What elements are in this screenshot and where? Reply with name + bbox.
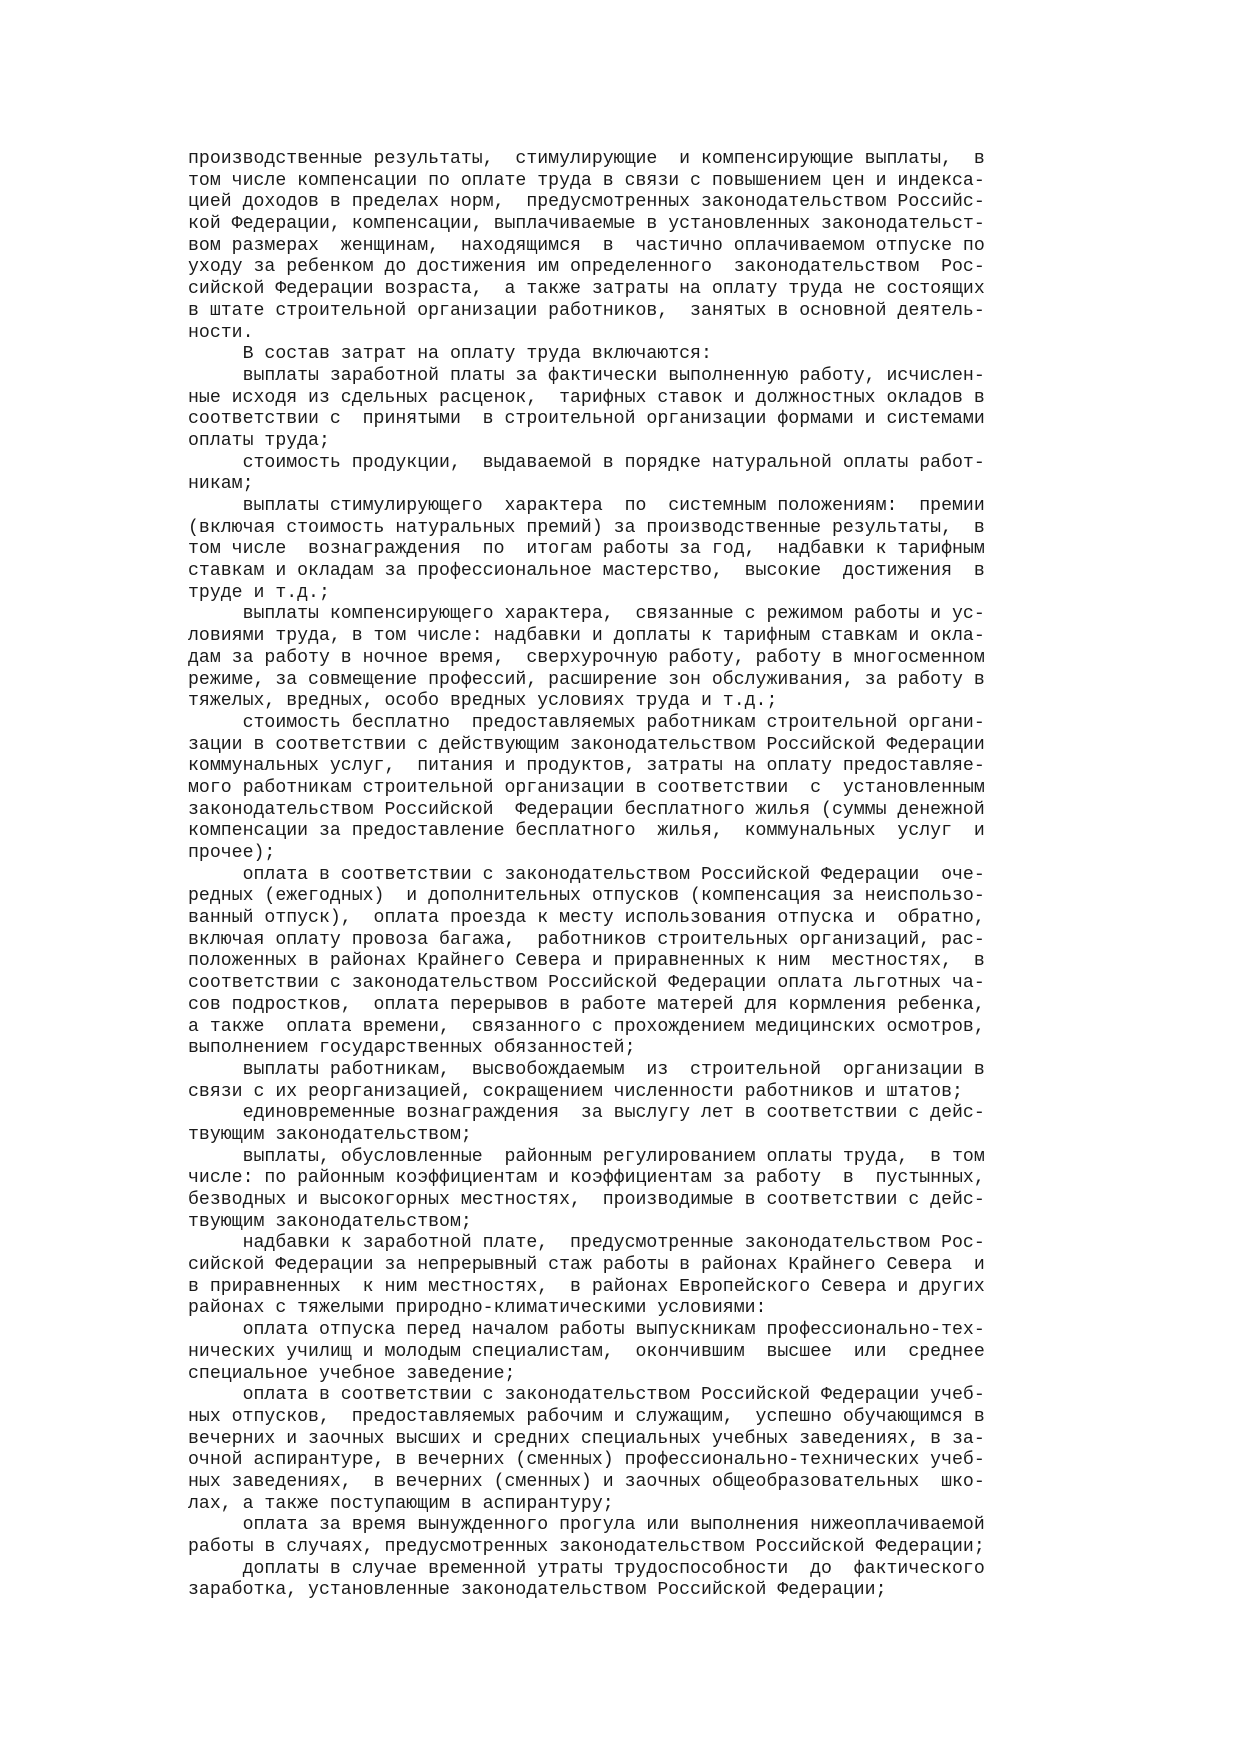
text-line: вом размерах женщинам, находящимся в частично оплачиваемом отпуске по bbox=[188, 235, 985, 256]
text-line: безводных и высокогорных местностях, производимые в соответствии с дейс- bbox=[188, 1190, 985, 1210]
text-line: цией доходов в пределах норм, предусмотренных законодательством Российс- bbox=[188, 192, 985, 213]
text-line: редных (ежегодных) и дополнительных отпусков (компенсация за неиспользо- bbox=[188, 886, 985, 907]
text-line: ловиями труда, в том числе: надбавки и доплаты к тарифным ставкам и окла- bbox=[188, 626, 985, 647]
text-line: выплаты работникам, высвобождаемым из строительной организации в bbox=[188, 1059, 985, 1080]
text-line: специальное учебное заведение; bbox=[188, 1363, 516, 1384]
text-line: стоимость продукции, выдаваемой в порядке натуральной оплаты работ- bbox=[188, 452, 985, 473]
text-line: том числе вознаграждения по итогам работы за год, надбавки к тарифным bbox=[188, 539, 985, 560]
text-line: том числе компенсации по оплате труда в связи с повышением цен и индекса- bbox=[188, 170, 985, 191]
text-line: коммунальных услуг, питания и продуктов, затраты на оплату предоставляе- bbox=[188, 756, 985, 777]
text-line: зации в соответствии с действующим законодательством Российской Федерации bbox=[188, 734, 985, 755]
text-line: В состав затрат на оплату труда включаются: bbox=[188, 344, 712, 365]
text-line: числе: по районным коэффициентам и коэффициентам за работу в пустынных, bbox=[188, 1168, 985, 1189]
text-line: режиме, за совмещение профессий, расширение зон обслуживания, за работу в bbox=[188, 669, 985, 690]
text-line: твующим законодательством; bbox=[188, 1211, 472, 1232]
text-line: сов подростков, оплата перерывов в работе матерей для кормления ребенка, bbox=[188, 994, 985, 1015]
document-page bbox=[188, 149, 1068, 1602]
text-line: выполнением государственных обязанностей; bbox=[188, 1038, 636, 1059]
text-line: связи с их реорганизацией, сокращением численности работников и штатов; bbox=[188, 1081, 963, 1102]
text-line: доплаты в случае временной утраты трудоспособности до фактического bbox=[188, 1558, 985, 1579]
text-line: ставкам и окладам за профессиональное мастерство, высокие достижения в bbox=[188, 561, 985, 582]
text-line: тяжелых, вредных, особо вредных условиях труда и т.д.; bbox=[188, 691, 778, 712]
text-line: надбавки к заработной плате, предусмотренные законодательством Рос- bbox=[188, 1233, 985, 1254]
text-line: (включая стоимость натуральных премий) за производственные результаты, в bbox=[188, 517, 985, 538]
text-line: а также оплата времени, связанного с прохождением медицинских осмотров, bbox=[188, 1016, 985, 1037]
text-line: включая оплату провоза багажа, работников строительных организаций, рас- bbox=[188, 929, 985, 950]
text-line: выплаты заработной платы за фактически выполненную работу, исчислен- bbox=[188, 365, 985, 386]
text-line: кой Федерации, компенсации, выплачиваемые в установленных законодательст- bbox=[188, 214, 985, 235]
text-line: работы в случаях, предусмотренных законодательством Российской Федерации; bbox=[188, 1537, 985, 1557]
text-line: оплата отпуска перед началом работы выпускникам профессионально-тех- bbox=[188, 1320, 985, 1341]
text-line: вечерних и заочных высших и средних специальных учебных заведениях, в за- bbox=[188, 1428, 985, 1449]
text-line: сийской Федерации возраста, а также затраты на оплату труда не состоящих bbox=[188, 279, 985, 300]
text-line: ные исходя из сдельных расценок, тарифных ставок и должностных окладов в bbox=[188, 387, 985, 408]
text-line: заработка, установленные законодательством Российской Федерации; bbox=[188, 1580, 887, 1601]
text-line: ности. bbox=[188, 322, 254, 343]
text-line: ванный отпуск), оплата проезда к месту использования отпуска и обратно, bbox=[188, 908, 985, 929]
text-line: оплаты труда; bbox=[188, 430, 330, 451]
text-line: ных заведениях, в вечерних (сменных) и заочных общеобразовательных шко- bbox=[188, 1471, 985, 1492]
text-line: мого работникам строительной организации в соответствии с установленным bbox=[188, 777, 985, 798]
text-line: единовременные вознаграждения за выслугу лет в соответствии с дейс- bbox=[188, 1103, 985, 1124]
text-line: компенсации за предоставление бесплатного жилья, коммунальных услуг и bbox=[188, 821, 985, 842]
text-line: районах с тяжелыми природно-климатическими условиями: bbox=[188, 1298, 767, 1319]
text-line: нических училищ и молодым специалистам, окончившим высшее или среднее bbox=[188, 1341, 985, 1362]
text-line: ных отпусков, предоставляемых рабочим и служащим, успешно обучающимся в bbox=[188, 1406, 985, 1427]
text-line: законодательством Российской Федерации бесплатного жилья (суммы денежной bbox=[188, 799, 985, 820]
text-line: выплаты стимулирующего характера по системным положениям: премии bbox=[188, 496, 985, 516]
text-line: положенных в районах Крайнего Севера и приравненных к ним местностях, в bbox=[188, 951, 985, 972]
text-line: производственные результаты, стимулирующие и компенсирующие выплаты, в bbox=[188, 149, 985, 169]
text-line: оплата за время вынужденного прогула или выполнения нижеоплачиваемой bbox=[188, 1515, 985, 1536]
text-line: выплаты, обусловленные районным регулированием оплаты труда, в том bbox=[188, 1146, 985, 1167]
text-line: оплата в соответствии с законодательством Российской Федерации оче- bbox=[188, 864, 985, 885]
text-line: сийской Федерации за непрерывный стаж работы в районах Крайнего Севера и bbox=[188, 1255, 985, 1276]
text-line: уходу за ребенком до достижения им определенного законодательством Рос- bbox=[188, 257, 985, 278]
text-line: никам; bbox=[188, 474, 254, 495]
text-line: прочее); bbox=[188, 843, 276, 863]
text-line: оплата в соответствии с законодательством Российской Федерации учеб- bbox=[188, 1385, 985, 1406]
text-line: соответствии с законодательством Российской Федерации оплата льготных ча- bbox=[188, 973, 985, 994]
text-line: в штате строительной организации работников, занятых в основной деятель- bbox=[188, 300, 985, 321]
text-line: очной аспирантуре, в вечерних (сменных) профессионально-технических учеб- bbox=[188, 1450, 985, 1471]
text-line: соответствии с принятыми в строительной организации формами и системами bbox=[188, 409, 985, 430]
text-line: в приравненных к ним местностях, в районах Европейского Севера и других bbox=[188, 1276, 985, 1297]
text-line: дам за работу в ночное время, сверхурочную работу, работу в многосменном bbox=[188, 647, 985, 668]
text-line: лах, а также поступающим в аспирантуру; bbox=[188, 1493, 614, 1514]
text-line: твующим законодательством; bbox=[188, 1124, 472, 1145]
text-line: труде и т.д.; bbox=[188, 582, 330, 603]
text-line: стоимость бесплатно предоставляемых работникам строительной органи- bbox=[188, 712, 985, 733]
text-line: выплаты компенсирующего характера, связанные с режимом работы и ус- bbox=[188, 604, 985, 625]
